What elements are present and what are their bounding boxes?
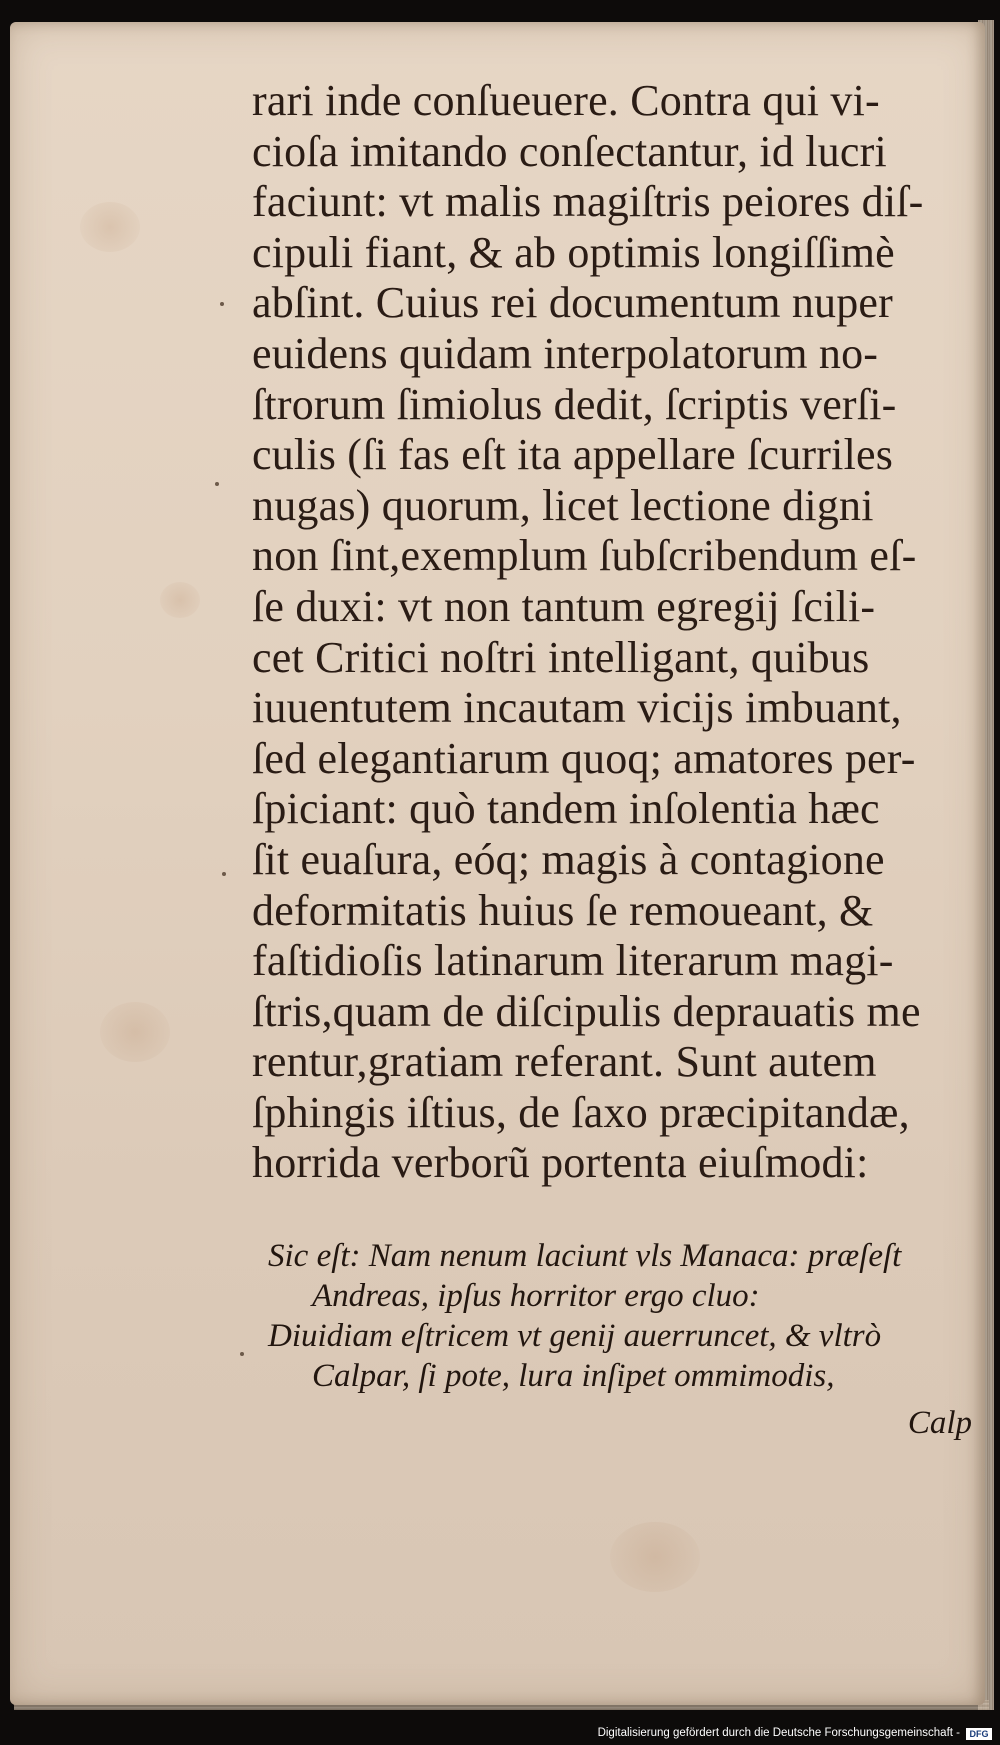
text-line: ſe duxi: vt non tantum egregij ſcili-	[252, 581, 876, 631]
text-line: rari inde conſueuere. Contra qui vi-	[252, 76, 880, 125]
foxing-stain	[610, 1522, 700, 1592]
verse-block	[268, 1236, 980, 1396]
catchword: Calp	[907, 1405, 972, 1441]
text-line: ſit euaſura, eóq; magis à contagione	[252, 834, 885, 884]
text-line: ſpiciant: quò tandem inſolentia hæc	[252, 784, 880, 834]
foxing-stain	[80, 202, 140, 252]
margin-speck	[215, 482, 219, 486]
text-line: ſtris,quam de diſcipulis deprauatis me	[252, 986, 921, 1036]
text-line: non ſint,exemplum ſubſcribendum eſ-	[252, 531, 917, 581]
text-line: nugas) quorum, licet lectione digni	[252, 480, 874, 530]
text-line: ſtrorum ſimiolus dedit, ſcriptis verſi-	[252, 379, 897, 429]
text-line: faciunt: vt malis magiſtris peiores diſ-	[252, 177, 924, 227]
verse-line: Sic eſt: Nam nenum laciunt vls Manaca: præſeſt	[268, 1238, 902, 1274]
digitization-footer	[0, 1724, 1000, 1745]
margin-speck	[222, 872, 226, 876]
text-line: cioſa imitando conſectantur, id lucri	[252, 126, 887, 176]
verse-line: Andreas, ipſus horritor ergo cluo:	[312, 1278, 760, 1314]
verse-line: Diuidiam eſtricem vt genij auerruncet, & vltrò	[268, 1318, 882, 1354]
text-line: cet Critici noſtri intelligant, quibus	[252, 632, 870, 682]
text-line: horrida verborũ portenta eiuſmodi:	[252, 1138, 869, 1188]
verse-line: Calpar, ſi pote, lura inſipet ommimodis,	[312, 1358, 835, 1394]
foxing-stain	[160, 582, 200, 618]
text-line: faſtidioſis latinarum literarum magi-	[252, 936, 894, 986]
text-line: ſed elegantiarum quoq; amatores per-	[252, 733, 916, 783]
margin-speck	[220, 302, 224, 306]
prose-text-block	[252, 76, 980, 1189]
text-line: culis (ſi fas eſt ita appellare ſcurriles	[252, 430, 894, 480]
text-line: ſphingis iſtius, de ſaxo præcipitandæ,	[252, 1087, 910, 1137]
text-line: abſint. Cuius rei documentum nuper	[252, 278, 894, 328]
text-line: deformitatis huius ſe remoueant, &	[252, 885, 874, 935]
footer-credit: Digitalisierung gefördert durch die Deutsche Forschungsgemeinschaft -	[597, 1727, 960, 1739]
text-line: iuuentutem incautam vicijs imbuant,	[252, 683, 902, 733]
text-line: euidens quidam interpolatorum no-	[252, 328, 879, 378]
text-line: cipuli fiant, & ab optimis longiſſimè	[252, 227, 895, 277]
text-line: rentur,gratiam referant. Sunt autem	[252, 1037, 877, 1087]
margin-speck	[240, 1352, 244, 1356]
dfg-logo: DFG	[966, 1728, 992, 1740]
foxing-stain	[100, 1002, 170, 1062]
